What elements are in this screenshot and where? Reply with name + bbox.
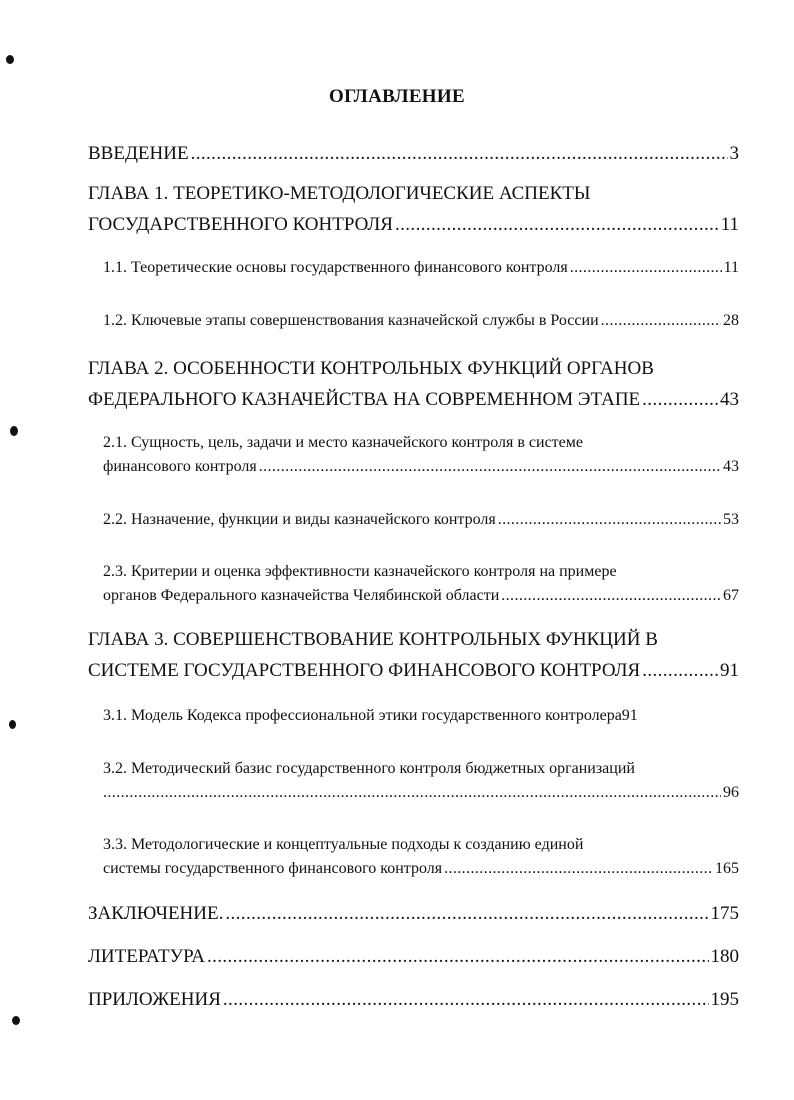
dot-leader bbox=[501, 584, 721, 608]
toc-page-number: 43 bbox=[723, 458, 739, 475]
toc-entry-chapter-1[interactable] bbox=[88, 180, 739, 239]
toc-entry-section-2-1[interactable] bbox=[103, 431, 739, 479]
toc-entry-text: органов Федерального казначейства Челябинской области bbox=[103, 587, 500, 604]
dot-leader bbox=[259, 455, 721, 479]
toc-entry-section-3-3[interactable] bbox=[103, 833, 739, 881]
toc-entry-text: ПРИЛОЖЕНИЯ bbox=[88, 989, 221, 1010]
toc-entry-section-2-3[interactable] bbox=[103, 560, 739, 608]
toc-entry-literature[interactable] bbox=[88, 943, 739, 971]
toc-entry-text: 3.3. Методологические и концептуальные подходы к созданию единой bbox=[103, 836, 584, 853]
dot-leader bbox=[498, 508, 721, 532]
toc-page-number: 28 bbox=[723, 312, 739, 329]
dot-leader bbox=[642, 657, 718, 685]
toc-entry-text: ЛИТЕРАТУРА bbox=[88, 946, 205, 967]
toc-entry-text: ГЛАВА 3. СОВЕРШЕНСТВОВАНИЕ КОНТРОЛЬНЫХ ФУНКЦИЙ В bbox=[88, 629, 658, 650]
toc-entry-text: ГОСУДАРСТВЕННОГО КОНТРОЛЯ bbox=[88, 214, 393, 235]
dot-leader bbox=[570, 256, 722, 280]
toc-page-number: 180 bbox=[710, 946, 739, 967]
toc-entry-section-3-2[interactable] bbox=[103, 757, 739, 805]
toc-entry-text: 1.2. Ключевые этапы совершенствования казначейской службы в России bbox=[103, 312, 599, 329]
toc-page-number: 67 bbox=[723, 587, 739, 604]
dot-leader bbox=[601, 309, 721, 333]
toc-entry-text: 1.1. Теоретические основы государственного финансового контроля bbox=[103, 259, 568, 276]
toc-page-number: 53 bbox=[723, 511, 739, 528]
toc-entry-section-2-2[interactable] bbox=[103, 508, 739, 532]
toc-page-number: 175 bbox=[710, 903, 739, 924]
toc-entry-conclusion[interactable] bbox=[88, 900, 739, 928]
scan-speck bbox=[9, 720, 16, 729]
toc-page-number: 11 bbox=[720, 214, 739, 235]
dot-leader bbox=[395, 211, 719, 239]
toc-entry-text: 2.3. Критерии и оценка эффективности казначейского контроля на примере bbox=[103, 563, 617, 580]
toc-entry-text: ГЛАВА 1. ТЕОРЕТИКО-МЕТОДОЛОГИЧЕСКИЕ АСПЕКТЫ bbox=[88, 183, 591, 204]
toc-entry-text: ЗАКЛЮЧЕНИЕ. bbox=[88, 903, 224, 924]
toc-entry-intro[interactable] bbox=[88, 140, 739, 168]
toc-entry-chapter-3[interactable] bbox=[88, 626, 739, 685]
scan-speck bbox=[10, 426, 18, 436]
toc-entry-text: ФЕДЕРАЛЬНОГО КАЗНАЧЕЙСТВА НА СОВРЕМЕННОМ ЭТАПЕ bbox=[88, 389, 641, 410]
toc-entry-text: 3.2. Методический базис государственного контроля бюджетных организаций bbox=[103, 760, 635, 777]
toc-entry-text: системы государственного финансового контроля bbox=[103, 860, 443, 877]
toc-entry-text: СИСТЕМЕ ГОСУДАРСТВЕННОГО ФИНАНСОВОГО КОНТРОЛЯ bbox=[88, 660, 641, 681]
toc-entry-appendices[interactable] bbox=[88, 986, 739, 1014]
toc-entry-text: 2.1. Сущность, цель, задачи и место казначейского контроля в системе bbox=[103, 434, 583, 451]
scan-speck bbox=[6, 55, 14, 64]
toc-entry-text: финансового контроля bbox=[103, 458, 257, 475]
toc-entry-section-3-1[interactable] bbox=[103, 704, 739, 728]
dot-leader bbox=[103, 781, 721, 805]
page-title: ОГЛАВЛЕНИЕ bbox=[329, 86, 465, 107]
dot-leader bbox=[642, 386, 718, 414]
scan-speck bbox=[12, 1016, 20, 1025]
dot-leader bbox=[225, 900, 708, 928]
toc-entry-section-1-1[interactable] bbox=[103, 256, 739, 280]
toc-entry-text: 2.2. Назначение, функции и виды казначейского контроля bbox=[103, 511, 496, 528]
toc-page-number: 11 bbox=[723, 259, 739, 276]
toc-page-number: 43 bbox=[720, 389, 739, 410]
dot-leader bbox=[444, 857, 713, 881]
toc-page-number: 3 bbox=[729, 143, 739, 164]
toc-page-number: 91 bbox=[720, 660, 739, 681]
dot-leader bbox=[223, 986, 709, 1014]
toc-entry-text: ВВЕДЕНИЕ bbox=[88, 143, 189, 164]
toc-page-number: 195 bbox=[710, 989, 739, 1010]
toc-entry-text: 3.1. Модель Кодекса профессиональной этики государственного контролера91 bbox=[103, 707, 638, 724]
toc-entry-chapter-2[interactable] bbox=[88, 355, 739, 414]
toc-page-number: 165 bbox=[715, 860, 739, 877]
toc-page-number: 96 bbox=[723, 784, 739, 801]
dot-leader bbox=[191, 140, 728, 168]
dot-leader bbox=[207, 943, 709, 971]
toc-entry-text: ГЛАВА 2. ОСОБЕННОСТИ КОНТРОЛЬНЫХ ФУНКЦИЙ ОРГАНОВ bbox=[88, 358, 654, 379]
toc-entry-section-1-2[interactable] bbox=[103, 309, 739, 333]
